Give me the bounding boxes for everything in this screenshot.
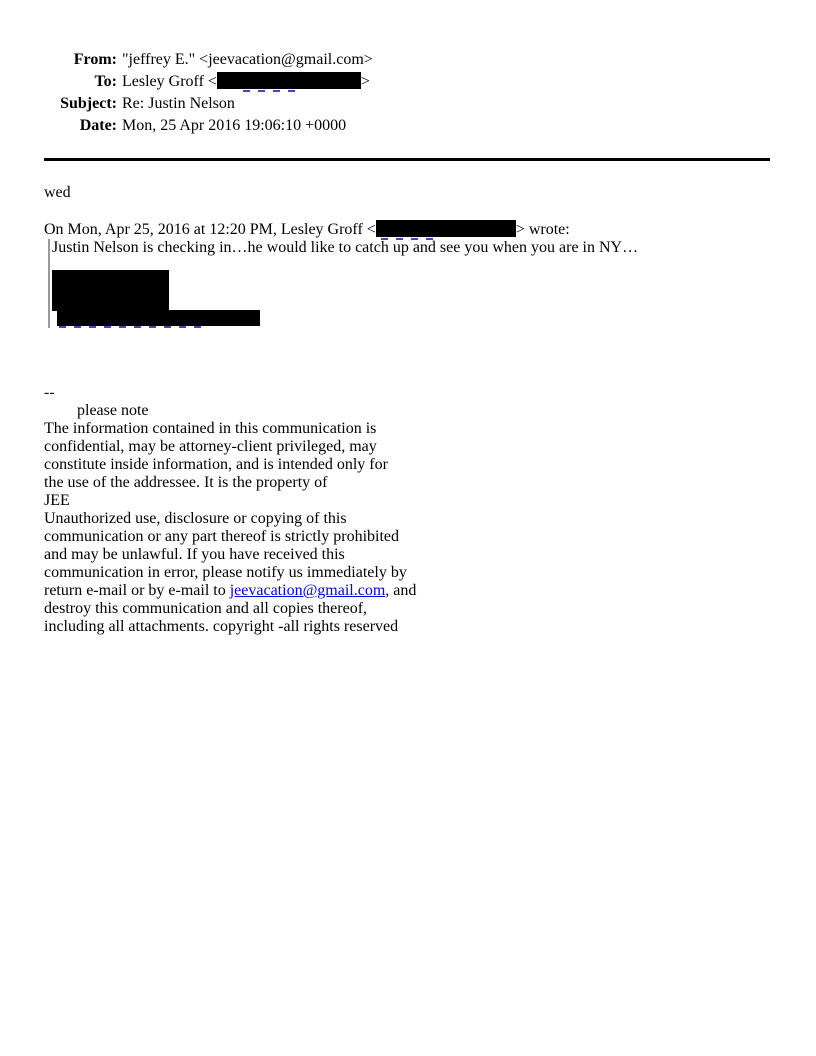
disclaimer-line: JEE (44, 492, 70, 509)
redacted-link-artifact (59, 326, 204, 328)
date-value: Mon, 25 Apr 2016 19:06:10 +0000 (122, 117, 347, 134)
subject-label: Subject: (60, 95, 117, 112)
disclaimer-line: and may be unlawful. If you have received this (44, 546, 345, 563)
disclaimer-line: constitute inside information, and is intended only for (44, 456, 388, 473)
to-value-prefix: Lesley Groff < (122, 73, 217, 90)
disclaimer-line: confidential, may be attorney-client privileged, may (44, 438, 377, 455)
reply-attribution-prefix: On Mon, Apr 25, 2016 at 12:20 PM, Lesley Groff < (44, 221, 376, 238)
email-link[interactable]: jeevacation@gmail.com (229, 582, 386, 599)
header-divider-rule (44, 158, 770, 161)
quoted-message-block (48, 239, 770, 328)
to-label: To: (94, 73, 117, 90)
body-opening-line: wed (44, 184, 71, 201)
page-content (44, 49, 770, 636)
disclaimer-line: including all attachments. copyright -all rights reserved (44, 618, 399, 635)
to-value (117, 71, 370, 93)
disclaimer-line: Unauthorized use, disclosure or copying of this (44, 510, 347, 527)
email-line-before: return e-mail or by e-mail to (44, 582, 230, 599)
redaction-box-reply-email (376, 220, 516, 237)
signature-note: please note (77, 402, 149, 419)
email-body (44, 184, 770, 636)
email-line-after: , and (385, 582, 417, 599)
disclaimer-line: communication in error, please notify us immediately by (44, 564, 407, 581)
header-row-date (44, 115, 770, 137)
email-header (44, 49, 770, 137)
signature-separator: -- (44, 384, 55, 401)
redacted-link-artifact (381, 238, 436, 240)
from-label: From: (73, 51, 117, 68)
disclaimer-line: communication or any part thereof is strictly prohibited (44, 528, 400, 545)
subject-value: Re: Justin Nelson (122, 95, 235, 112)
disclaimer-line-with-email (44, 582, 770, 600)
date-label: Date: (79, 117, 117, 134)
redaction-box-signature-1 (52, 270, 169, 311)
reply-attribution-suffix: > wrote: (515, 221, 570, 238)
redacted-link-artifact (243, 90, 303, 92)
disclaimer-line: the use of the addressee. It is the property of (44, 474, 328, 491)
to-value-suffix: > (360, 73, 370, 90)
disclaimer-line: The information contained in this communication is (44, 420, 377, 437)
header-row-from (44, 49, 770, 71)
reply-attribution-line (44, 220, 770, 239)
header-row-subject (44, 93, 770, 115)
redaction-box-to-email (217, 72, 361, 89)
signature-block (44, 384, 770, 636)
redaction-box-signature-2 (57, 310, 260, 326)
disclaimer-line: destroy this communication and all copies thereof, (44, 600, 368, 617)
header-row-to (44, 71, 770, 93)
from-value: "jeffrey E." <jeevacation@gmail.com> (122, 51, 373, 68)
quoted-message-text: Justin Nelson is checking in…he would like to catch up and see you when you are in NY… (52, 239, 639, 256)
